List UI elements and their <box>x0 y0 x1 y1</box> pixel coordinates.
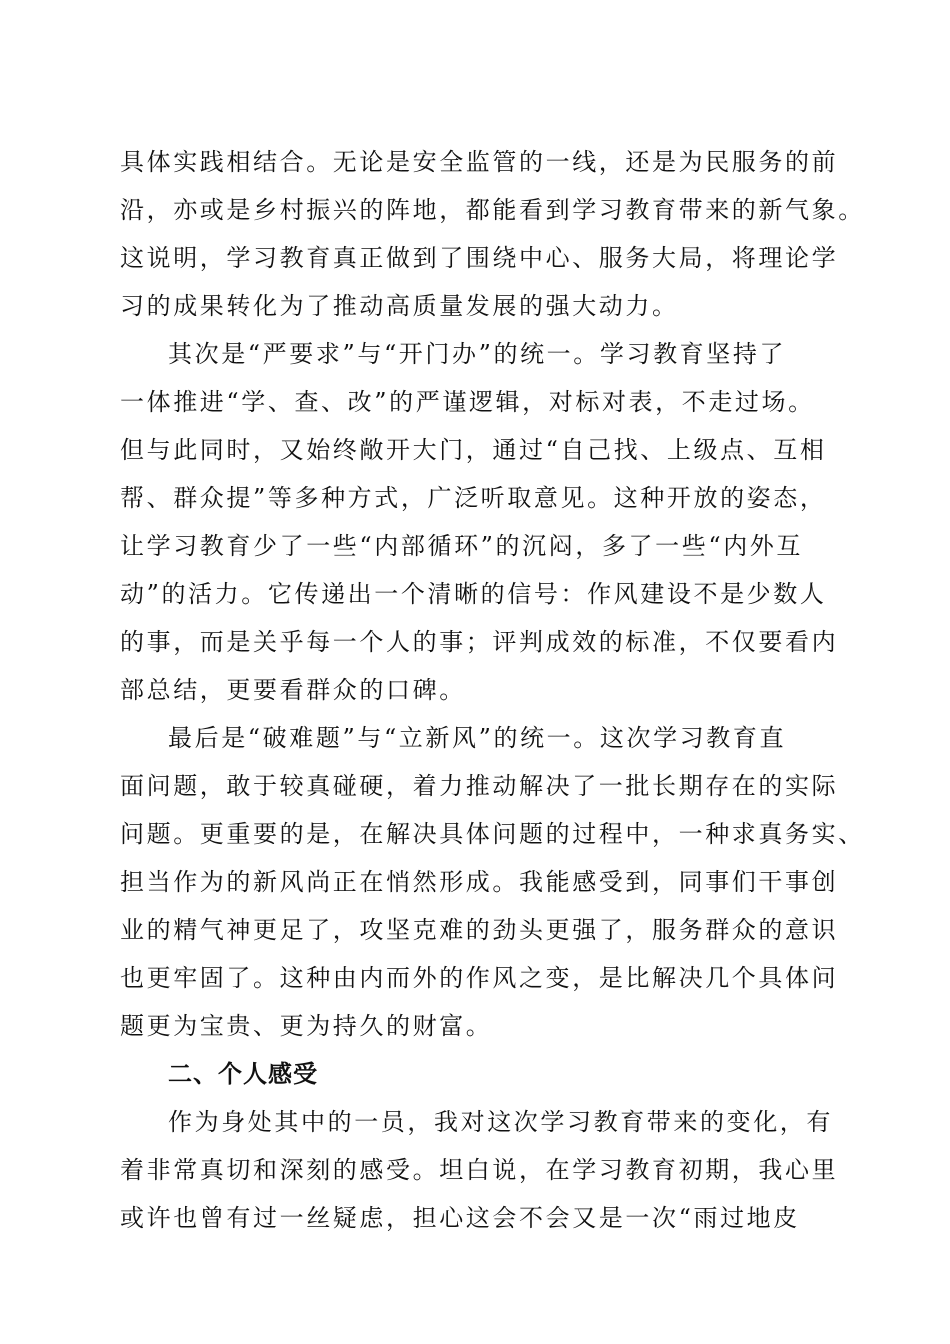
text-line: 这说明，学习教育真正做到了围绕中心、服务大局，将理论学 <box>120 244 839 272</box>
text-line: 最后是“破难题”与“立新风”的统一。这次学习教育直 <box>168 724 787 752</box>
text-line: 让学习教育少了一些“内部循环”的沉闷，多了一些“内外互 <box>120 532 804 560</box>
text-line: 的事，而是关乎每一个人的事；评判成效的标准，不仅要看内 <box>120 628 839 656</box>
text-line: 具体实践相结合。无论是安全监管的一线，还是为民服务的前 <box>120 148 839 176</box>
text-line: 或许也曾有过一丝疑虑，担心这会不会又是一次“雨过地皮 <box>120 1204 800 1232</box>
text-line: 一体推进“学、查、改”的严谨逻辑，对标对表，不走过场。 <box>120 388 815 416</box>
text-line: 也更牢固了。这种由内而外的作风之变，是比解决几个具体问 <box>120 964 839 992</box>
text-line: 着非常真切和深刻的感受。坦白说，在学习教育初期，我心里 <box>120 1156 839 1184</box>
text-line: 担当作为的新风尚正在悄然形成。我能感受到，同事们干事创 <box>120 868 839 896</box>
text-line: 题更为宝贵、更为持久的财富。 <box>120 1012 493 1040</box>
text-line: 问题。更重要的是，在解决具体问题的过程中，一种求真务实、 <box>120 820 865 848</box>
text-line: 作为身处其中的一员，我对这次学习教育带来的变化，有 <box>168 1108 833 1136</box>
text-line: 动”的活力。它传递出一个清晰的信号：作风建设不是少数人 <box>120 580 827 608</box>
text-line: 其次是“严要求”与“开门办”的统一。学习教育坚持了 <box>168 340 787 368</box>
text-line: 部总结，更要看群众的口碑。 <box>120 676 466 704</box>
text-line: 面问题，敢于较真碰硬，着力推动解决了一批长期存在的实际 <box>120 772 839 800</box>
text-line: 业的精气神更足了，攻坚克难的劲头更强了，服务群众的意识 <box>120 916 839 944</box>
text-line: 帮、群众提”等多种方式，广泛听取意见。这种开放的姿态， <box>120 484 827 512</box>
text-line: 习的成果转化为了推动高质量发展的强大动力。 <box>120 292 679 320</box>
text-line: 但与此同时，又始终敞开大门，通过“自己找、上级点、互相 <box>120 436 827 464</box>
section-heading: 二、个人感受 <box>168 1060 318 1088</box>
text-line: 沿，亦或是乡村振兴的阵地，都能看到学习教育带来的新气象。 <box>120 196 865 224</box>
